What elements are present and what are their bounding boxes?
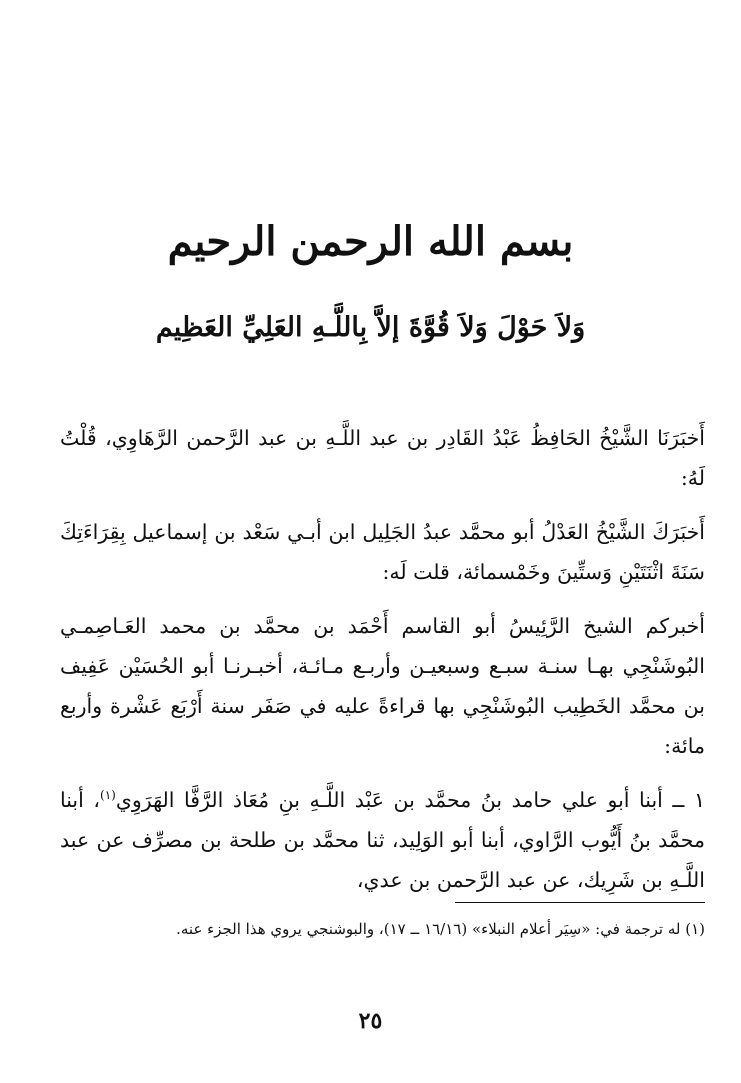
footnote-separator: [455, 902, 705, 903]
hadith-text-start: ١ ــ أبنا أبو علي حامد بنُ محمَّد بن عَبْد اللَّـهِ بنِ مُعَاذ الرَّفَّا الهَرَوِي: [115, 788, 705, 812]
paragraph-isnad-1: أَخبَرَنَا الشَّيْخُ الحَافِظُ عَبْدُ القَادِر بن عبد اللَّـهِ بن عبد الرَّحمن الرَّهَاوِي، قُلْتُ لَهُ:: [60, 426, 705, 490]
paragraph-hadith-1: [60, 780, 705, 900]
main-text: [60, 418, 705, 914]
footnote: (١) له ترجمة في: «سِيَر أعلام النبلاء» (١٦/١٦ ــ ١٧)، والبوشنجي يروي هذا الجزء عنه.: [176, 920, 705, 938]
page-number: ٢٥: [358, 1008, 383, 1034]
footnote-reference: (١): [100, 788, 116, 803]
basmala-calligraphy: بسم الله الرحمن الرحيم: [167, 218, 574, 265]
hawqala-heading: وَلاَ حَوْلَ وَلاَ قُوَّةَ إلاَّ بِاللَّـهِ العَلِيِّ العَظِيم: [155, 312, 586, 343]
paragraph-isnad-3: أخبركم الشيخ الرَّئِيسُ أبو القاسم أَحْمَد بن محمَّد بن محمد العَـاصِمـي البُوشَنْجِي بهـا سنـة سبـع وسبعيـن وأربـع مـائـة، أخبـرنـا أبو الحُسَيْن عَفِيف بن محمَّد الخَطِيب البُوشَنْجِي بها قراءةً عليه في صَفَر سنة أَرْبَع عَشْرة وأربع مائة:: [60, 614, 705, 758]
paragraph-isnad-2: أَخبَرَكَ الشَّيْخُ العَدْلُ أبو محمَّد عبدُ الجَلِيل ابن أبـي سَعْد بن إسماعيل بِقِرَاءَتِكَ سَنَةَ اثْنَتَيْنِ وَستِّينَ وخَمْسمائة، قلت لَه:: [60, 520, 705, 584]
hadith-text-end: ، أبنا محمَّد بنُ أَيُّوب الرَّاوي، أبنا أبو الوَلِيد، ثنا محمَّد بن طلحة بن مصرِّف عن عبد اللَّـهِ بن شَرِيك، عن عبد الرَّحمن بن عدي،: [60, 788, 706, 892]
